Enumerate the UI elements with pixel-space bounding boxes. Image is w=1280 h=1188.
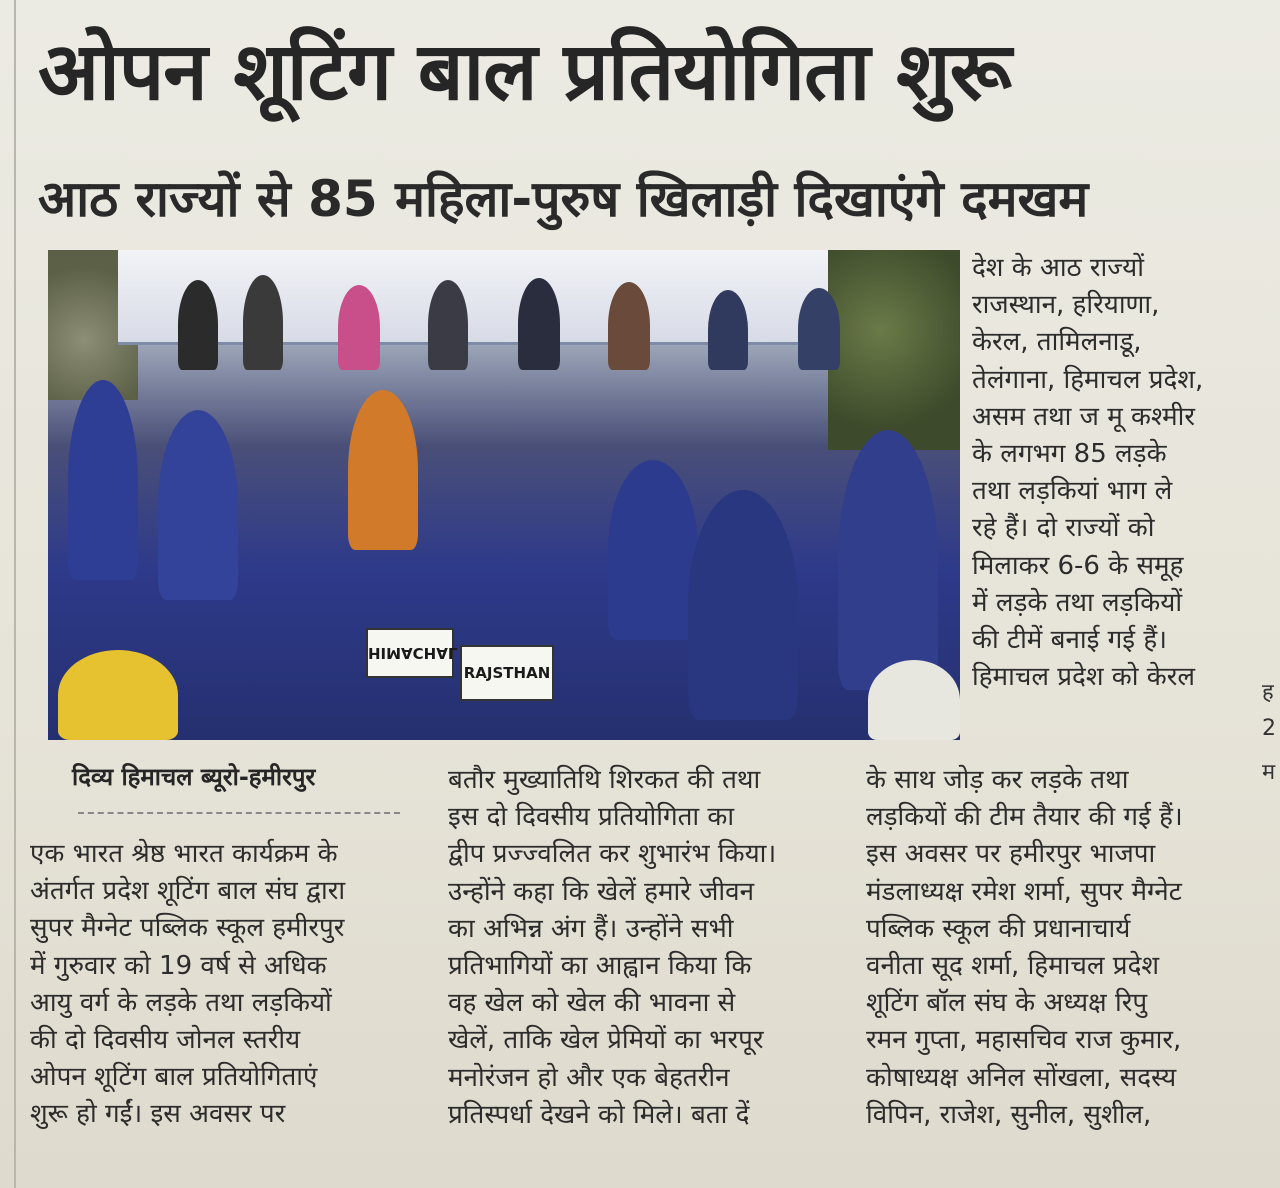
photo-person — [348, 390, 418, 550]
group-photo — [48, 250, 960, 740]
photo-tree-right — [828, 250, 960, 450]
text-line: देश के आठ राज्यों — [972, 253, 1144, 283]
text-line: केरल, तामिलनाडू, — [972, 327, 1142, 358]
text-line: का अभिन्न अंग हैं। उन्होंने सभी — [448, 913, 734, 944]
photo-person — [68, 380, 138, 580]
headline: ओपन शूटिंग बाल प्रतियोगिता शुरू — [38, 25, 1011, 118]
photo-person — [428, 280, 468, 370]
text-line: ओपन शूटिंग बाल प्रतियोगिताएं — [30, 1062, 318, 1093]
column-right-top — [972, 250, 1242, 696]
text-line: की टीमें बनाई गई हैं। — [972, 625, 1167, 656]
photo-person — [798, 288, 840, 370]
text-line: इस दो दिवसीय प्रतियोगिता का — [448, 802, 735, 833]
photo-person — [158, 410, 238, 600]
photo-person — [838, 430, 938, 690]
text-line: पब्लिक स्कूल की प्रधानाचार्य — [866, 913, 1131, 944]
text-line: द्वीप प्रज्ज्वलित कर शुभारंभ किया। — [448, 839, 777, 870]
column-2 — [448, 762, 840, 1134]
text-line: के साथ जोड़ कर लड़के तथा — [866, 765, 1129, 795]
text-line: में गुरुवार को 19 वर्ष से अधिक — [30, 950, 327, 981]
text-line: रहे हैं। दो राज्यों को — [972, 513, 1155, 544]
photo-person — [338, 285, 380, 370]
text-line: असम तथा ज मू कश्मीर — [972, 401, 1195, 432]
text-line: बतौर मुख्यातिथि शिरकत की तथा — [448, 765, 761, 795]
text-line: एक भारत श्रेष्ठ भारत कार्यक्रम के — [30, 839, 338, 869]
text-line: की दो दिवसीय जोनल स्तरीय — [30, 1025, 301, 1056]
text-line: वनीता सूद शर्मा, हिमाचल प्रदेश — [866, 951, 1160, 982]
text-line: हिमाचल प्रदेश को केरल — [972, 662, 1195, 693]
column-3 — [866, 762, 1246, 1134]
text-line: तेलंगाना, हिमाचल प्रदेश, — [972, 364, 1204, 395]
text-line: राजस्थान, हरियाणा, — [972, 290, 1160, 321]
text-line: इस अवसर पर हमीरपुर भाजपा — [866, 839, 1156, 870]
edge-fragment: म — [1262, 760, 1276, 785]
text-line: मंडलाध्यक्ष रमेश शर्मा, सुपर मैग्नेट — [866, 876, 1182, 907]
text-line: तथा लड़कियां भाग ले — [972, 476, 1173, 507]
edge-fragment: 2 — [1262, 716, 1276, 741]
text-line: रमन गुप्ता, महासचिव राज कुमार, — [866, 1025, 1182, 1056]
photo-person — [178, 280, 218, 370]
text-line: आयु वर्ग के लड़के तथा लड़कियों — [30, 987, 332, 1018]
text-line: सुपर मैग्नेट पब्लिक स्कूल हमीरपुर — [30, 913, 345, 944]
text-line: उन्होंने कहा कि खेलें हमारे जीवन — [448, 876, 755, 907]
subheadline: आठ राज्यों से 85 महिला-पुरुष खिलाड़ी दिखाएंगे दमखम — [38, 170, 1089, 228]
photo-person — [58, 650, 178, 740]
photo-person — [243, 275, 283, 370]
text-line: के लगभग 85 लड़के — [972, 439, 1167, 470]
text-line: विपिन, राजेश, सुनील, सुशील, — [866, 1099, 1152, 1130]
text-line: अंतर्गत प्रदेश शूटिंग बाल संघ द्वारा — [30, 876, 346, 907]
column-rule — [14, 0, 16, 1188]
text-line: वह खेल को खेल की भावना से — [448, 988, 736, 1019]
edge-fragment: ह — [1262, 680, 1274, 705]
text-line: खेलें, ताकि खेल प्रेमियों का भरपूर — [448, 1025, 764, 1056]
photo-person — [868, 660, 960, 740]
text-line: मिलाकर 6-6 के समूह — [972, 550, 1184, 581]
text-line: प्रतिस्पर्धा देखने को मिले। बता दें — [448, 1099, 750, 1130]
text-line: प्रतिभागियों का आह्वान किया कि — [448, 951, 752, 982]
photo-person — [608, 460, 698, 640]
text-line: लड़कियों की टीम तैयार की गई हैं। — [866, 802, 1183, 833]
column-1 — [30, 836, 422, 1134]
sign-rajsthan: RAJSTHAN — [460, 645, 554, 701]
text-line: कोषाध्यक्ष अनिल सोंखला, सदस्य — [866, 1062, 1177, 1093]
text-line: में लड़के तथा लड़कियों — [972, 587, 1183, 618]
text-line: मनोरंजन हो और एक बेहतरीन — [448, 1062, 730, 1093]
byline: दिव्य हिमाचल ब्यूरो-हमीरपुर — [72, 763, 316, 791]
photo-person — [518, 278, 560, 370]
photo-person — [688, 490, 798, 720]
photo-person — [608, 282, 650, 370]
byline-rule — [78, 812, 400, 814]
photo-person — [708, 290, 748, 370]
text-line: शुरू हो गईं। इस अवसर पर — [30, 1099, 286, 1130]
sign-himachal: HIMACHAL — [366, 628, 454, 678]
text-line: शूटिंग बॉल संघ के अध्यक्ष रिपु — [866, 988, 1148, 1019]
